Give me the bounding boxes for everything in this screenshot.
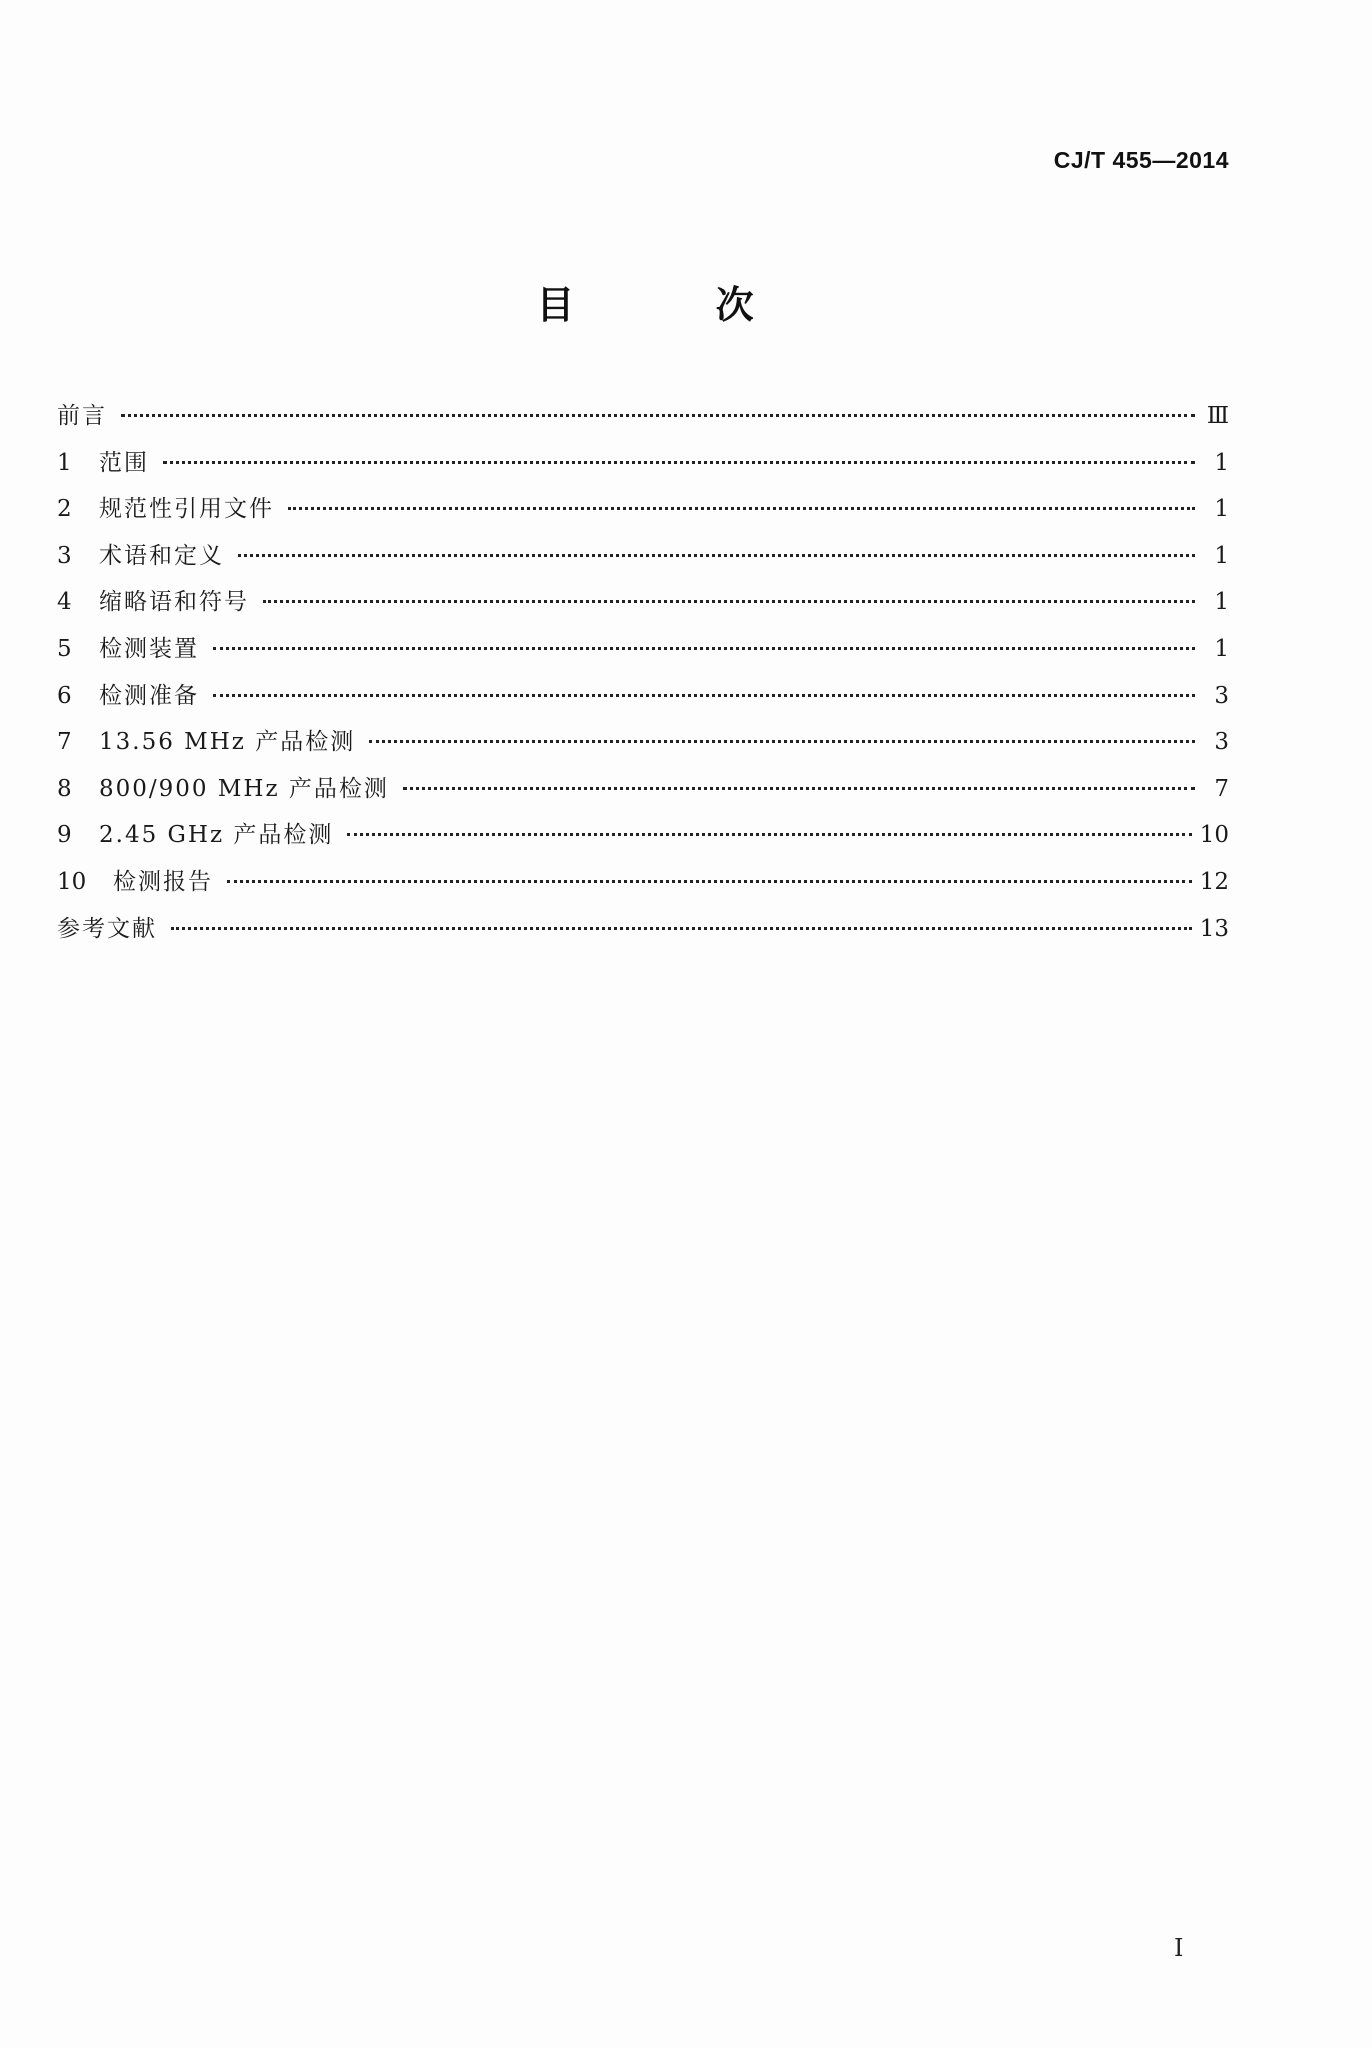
toc-entry-label: 800/900 MHz 产品检测 — [99, 775, 389, 802]
toc-entry-label: 术语和定义 — [99, 542, 224, 569]
toc-entry-6[interactable] — [57, 677, 1229, 724]
toc-entry-page: 1 — [1214, 496, 1229, 523]
toc-entry-number: 7 — [57, 729, 72, 756]
toc-entry-label: 检测报告 — [113, 868, 213, 895]
toc-entry-label: 检测准备 — [99, 682, 199, 709]
toc-entry-label: 2.45 GHz 产品检测 — [99, 822, 334, 849]
dot-leader — [163, 461, 1195, 464]
toc-entry-number: 9 — [57, 822, 72, 849]
toc-entry-9[interactable] — [57, 816, 1229, 863]
toc-entry-page: 1 — [1214, 635, 1229, 662]
toc-entry-7[interactable] — [57, 723, 1229, 770]
toc-entry-label: 范围 — [99, 449, 149, 476]
dot-leader — [227, 880, 1192, 883]
toc-entry-3[interactable] — [57, 537, 1229, 584]
toc-entry-number: 1 — [57, 449, 72, 476]
toc-entry-foreword[interactable] — [57, 397, 1229, 444]
toc-entry-number: 4 — [57, 589, 72, 616]
dot-leader — [369, 740, 1195, 743]
page-title: 目 次 — [536, 283, 818, 327]
toc-entry-1[interactable] — [57, 444, 1229, 491]
toc-entry-label: 规范性引用文件 — [99, 496, 274, 523]
page-number: I — [1174, 1934, 1184, 1962]
dot-leader — [121, 414, 1195, 417]
toc-entry-number: 5 — [57, 635, 72, 662]
toc-entry-label: 13.56 MHz 产品检测 — [99, 729, 356, 756]
table-of-contents — [57, 397, 1229, 956]
dot-leader — [171, 927, 1192, 930]
toc-entry-number: 10 — [57, 868, 87, 895]
toc-entry-label: 前言 — [57, 403, 107, 429]
toc-entry-number: 6 — [57, 682, 72, 709]
toc-entry-8[interactable] — [57, 770, 1229, 817]
toc-entry-page: 1 — [1214, 589, 1229, 616]
toc-entry-number: 3 — [57, 542, 72, 569]
dot-leader — [213, 647, 1195, 650]
toc-entry-2[interactable] — [57, 490, 1229, 537]
standard-code: CJ/T 455—2014 — [1053, 147, 1229, 173]
toc-entry-page: 3 — [1214, 682, 1229, 709]
dot-leader — [403, 787, 1195, 790]
toc-entry-page: 12 — [1199, 868, 1229, 895]
toc-entry-page: 3 — [1214, 729, 1229, 756]
toc-entry-4[interactable] — [57, 583, 1229, 630]
toc-entry-label: 参考文献 — [57, 915, 157, 942]
toc-entry-label: 检测装置 — [99, 635, 199, 662]
toc-entry-page: 1 — [1214, 542, 1229, 569]
toc-entry-5[interactable] — [57, 630, 1229, 677]
dot-leader — [213, 694, 1195, 697]
toc-entry-number: 8 — [57, 775, 72, 802]
toc-entry-10[interactable] — [57, 863, 1229, 910]
toc-entry-number: 2 — [57, 496, 72, 523]
toc-entry-label: 缩略语和符号 — [99, 589, 249, 616]
toc-entry-page: 1 — [1214, 449, 1229, 476]
toc-entry-page: 13 — [1199, 915, 1229, 942]
toc-entry-page: 7 — [1214, 775, 1229, 802]
dot-leader — [238, 554, 1195, 557]
toc-entry-page: Ⅲ — [1206, 403, 1229, 429]
toc-entry-page: 10 — [1199, 822, 1229, 849]
dot-leader — [263, 600, 1195, 603]
toc-entry-bibliography[interactable] — [57, 910, 1229, 957]
dot-leader — [288, 507, 1195, 510]
dot-leader — [347, 833, 1191, 836]
